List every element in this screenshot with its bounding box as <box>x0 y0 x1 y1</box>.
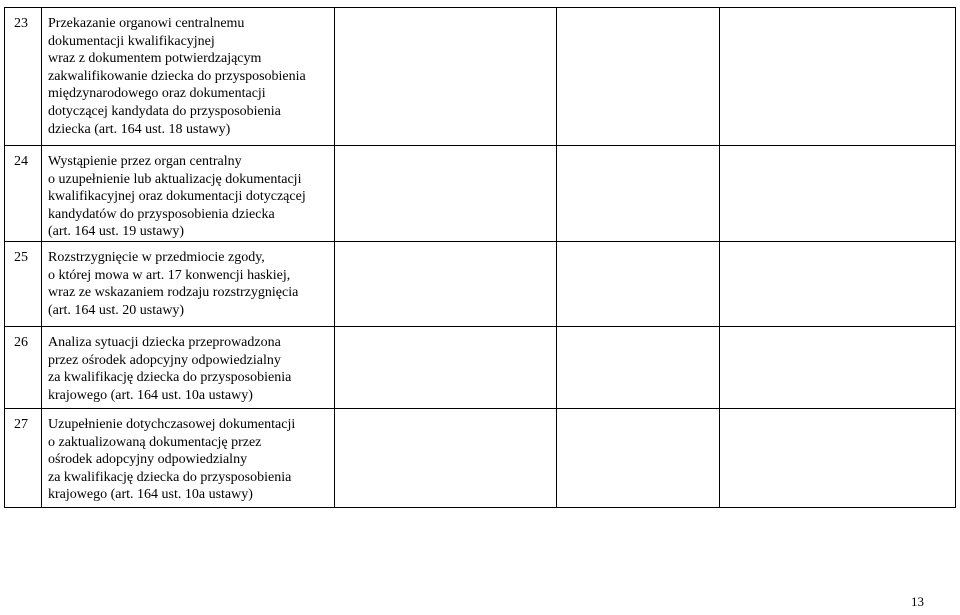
empty-cell <box>335 241 557 326</box>
empty-cell <box>335 146 557 242</box>
description-line: krajowego (art. 164 ust. 10a ustawy) <box>48 387 253 403</box>
description-line: ośrodek adopcyjny odpowiedzialny <box>48 452 248 468</box>
description-line: kwalifikacyjnej oraz dokumentacji dotyczącej <box>48 189 306 205</box>
empty-cell <box>720 146 956 242</box>
row-description <box>42 241 335 326</box>
description-line: międzynarodowego oraz dokumentacji <box>48 86 266 102</box>
description-line: Uzupełnienie dotychczasowej dokumentacji <box>48 416 296 432</box>
empty-cell <box>557 408 720 507</box>
empty-cell <box>720 8 956 146</box>
row-number: 25 <box>5 241 42 326</box>
description-line: dziecka (art. 164 ust. 18 ustawy) <box>48 121 231 137</box>
description-line: o zaktualizowaną dokumentację przez <box>48 434 262 450</box>
empty-cell <box>557 241 720 326</box>
description-line: (art. 164 ust. 19 ustawy) <box>48 224 185 240</box>
description-line: Przekazanie organowi centralnemu <box>48 16 245 31</box>
description-line: za kwalifikację dziecka do przysposobienia <box>48 469 292 485</box>
procedure-table <box>4 7 956 508</box>
table-row <box>5 146 956 242</box>
description-line: (art. 164 ust. 20 ustawy) <box>48 302 185 318</box>
row-number: 26 <box>5 326 42 408</box>
empty-cell <box>335 8 557 146</box>
empty-cell <box>335 408 557 507</box>
page-number: 13 <box>911 594 924 609</box>
description-line: wraz z dokumentem potwierdzającym <box>48 51 262 67</box>
row-number: 23 <box>5 8 42 146</box>
table-row <box>5 408 956 507</box>
description-line: Rozstrzygnięcie w przedmiocie zgody, <box>48 249 265 265</box>
empty-cell <box>557 146 720 242</box>
row-number: 27 <box>5 408 42 507</box>
description-line: przez ośrodek adopcyjny odpowiedzialny <box>48 352 281 368</box>
row-description <box>42 8 335 146</box>
row-number: 24 <box>5 146 42 242</box>
description-line: zakwalifikowanie dziecka do przysposobienia <box>48 68 306 84</box>
description-line: dotyczącej kandydata do przysposobienia <box>48 103 281 119</box>
empty-cell <box>557 326 720 408</box>
empty-cell <box>557 8 720 146</box>
empty-cell <box>720 241 956 326</box>
description-line: krajowego (art. 164 ust. 10a ustawy) <box>48 487 253 503</box>
description-line: Analiza sytuacji dziecka przeprowadzona <box>48 334 281 350</box>
description-line: za kwalifikację dziecka do przysposobienia <box>48 370 292 386</box>
table-row <box>5 241 956 326</box>
description-line: o której mowa w art. 17 konwencji haskiej, <box>48 267 291 283</box>
row-description <box>42 408 335 507</box>
row-description <box>42 146 335 242</box>
description-line: dokumentacji kwalifikacyjnej <box>48 33 215 49</box>
empty-cell <box>720 408 956 507</box>
description-line: o uzupełnienie lub aktualizację dokumentacji <box>48 171 302 187</box>
table-row <box>5 8 956 146</box>
empty-cell <box>335 326 557 408</box>
table-row <box>5 326 956 408</box>
row-description <box>42 326 335 408</box>
description-line: kandydatów do przysposobienia dziecka <box>48 206 275 222</box>
description-line: wraz ze wskazaniem rodzaju rozstrzygnięcia <box>48 285 299 301</box>
empty-cell <box>720 326 956 408</box>
description-line: Wystąpienie przez organ centralny <box>48 154 242 169</box>
